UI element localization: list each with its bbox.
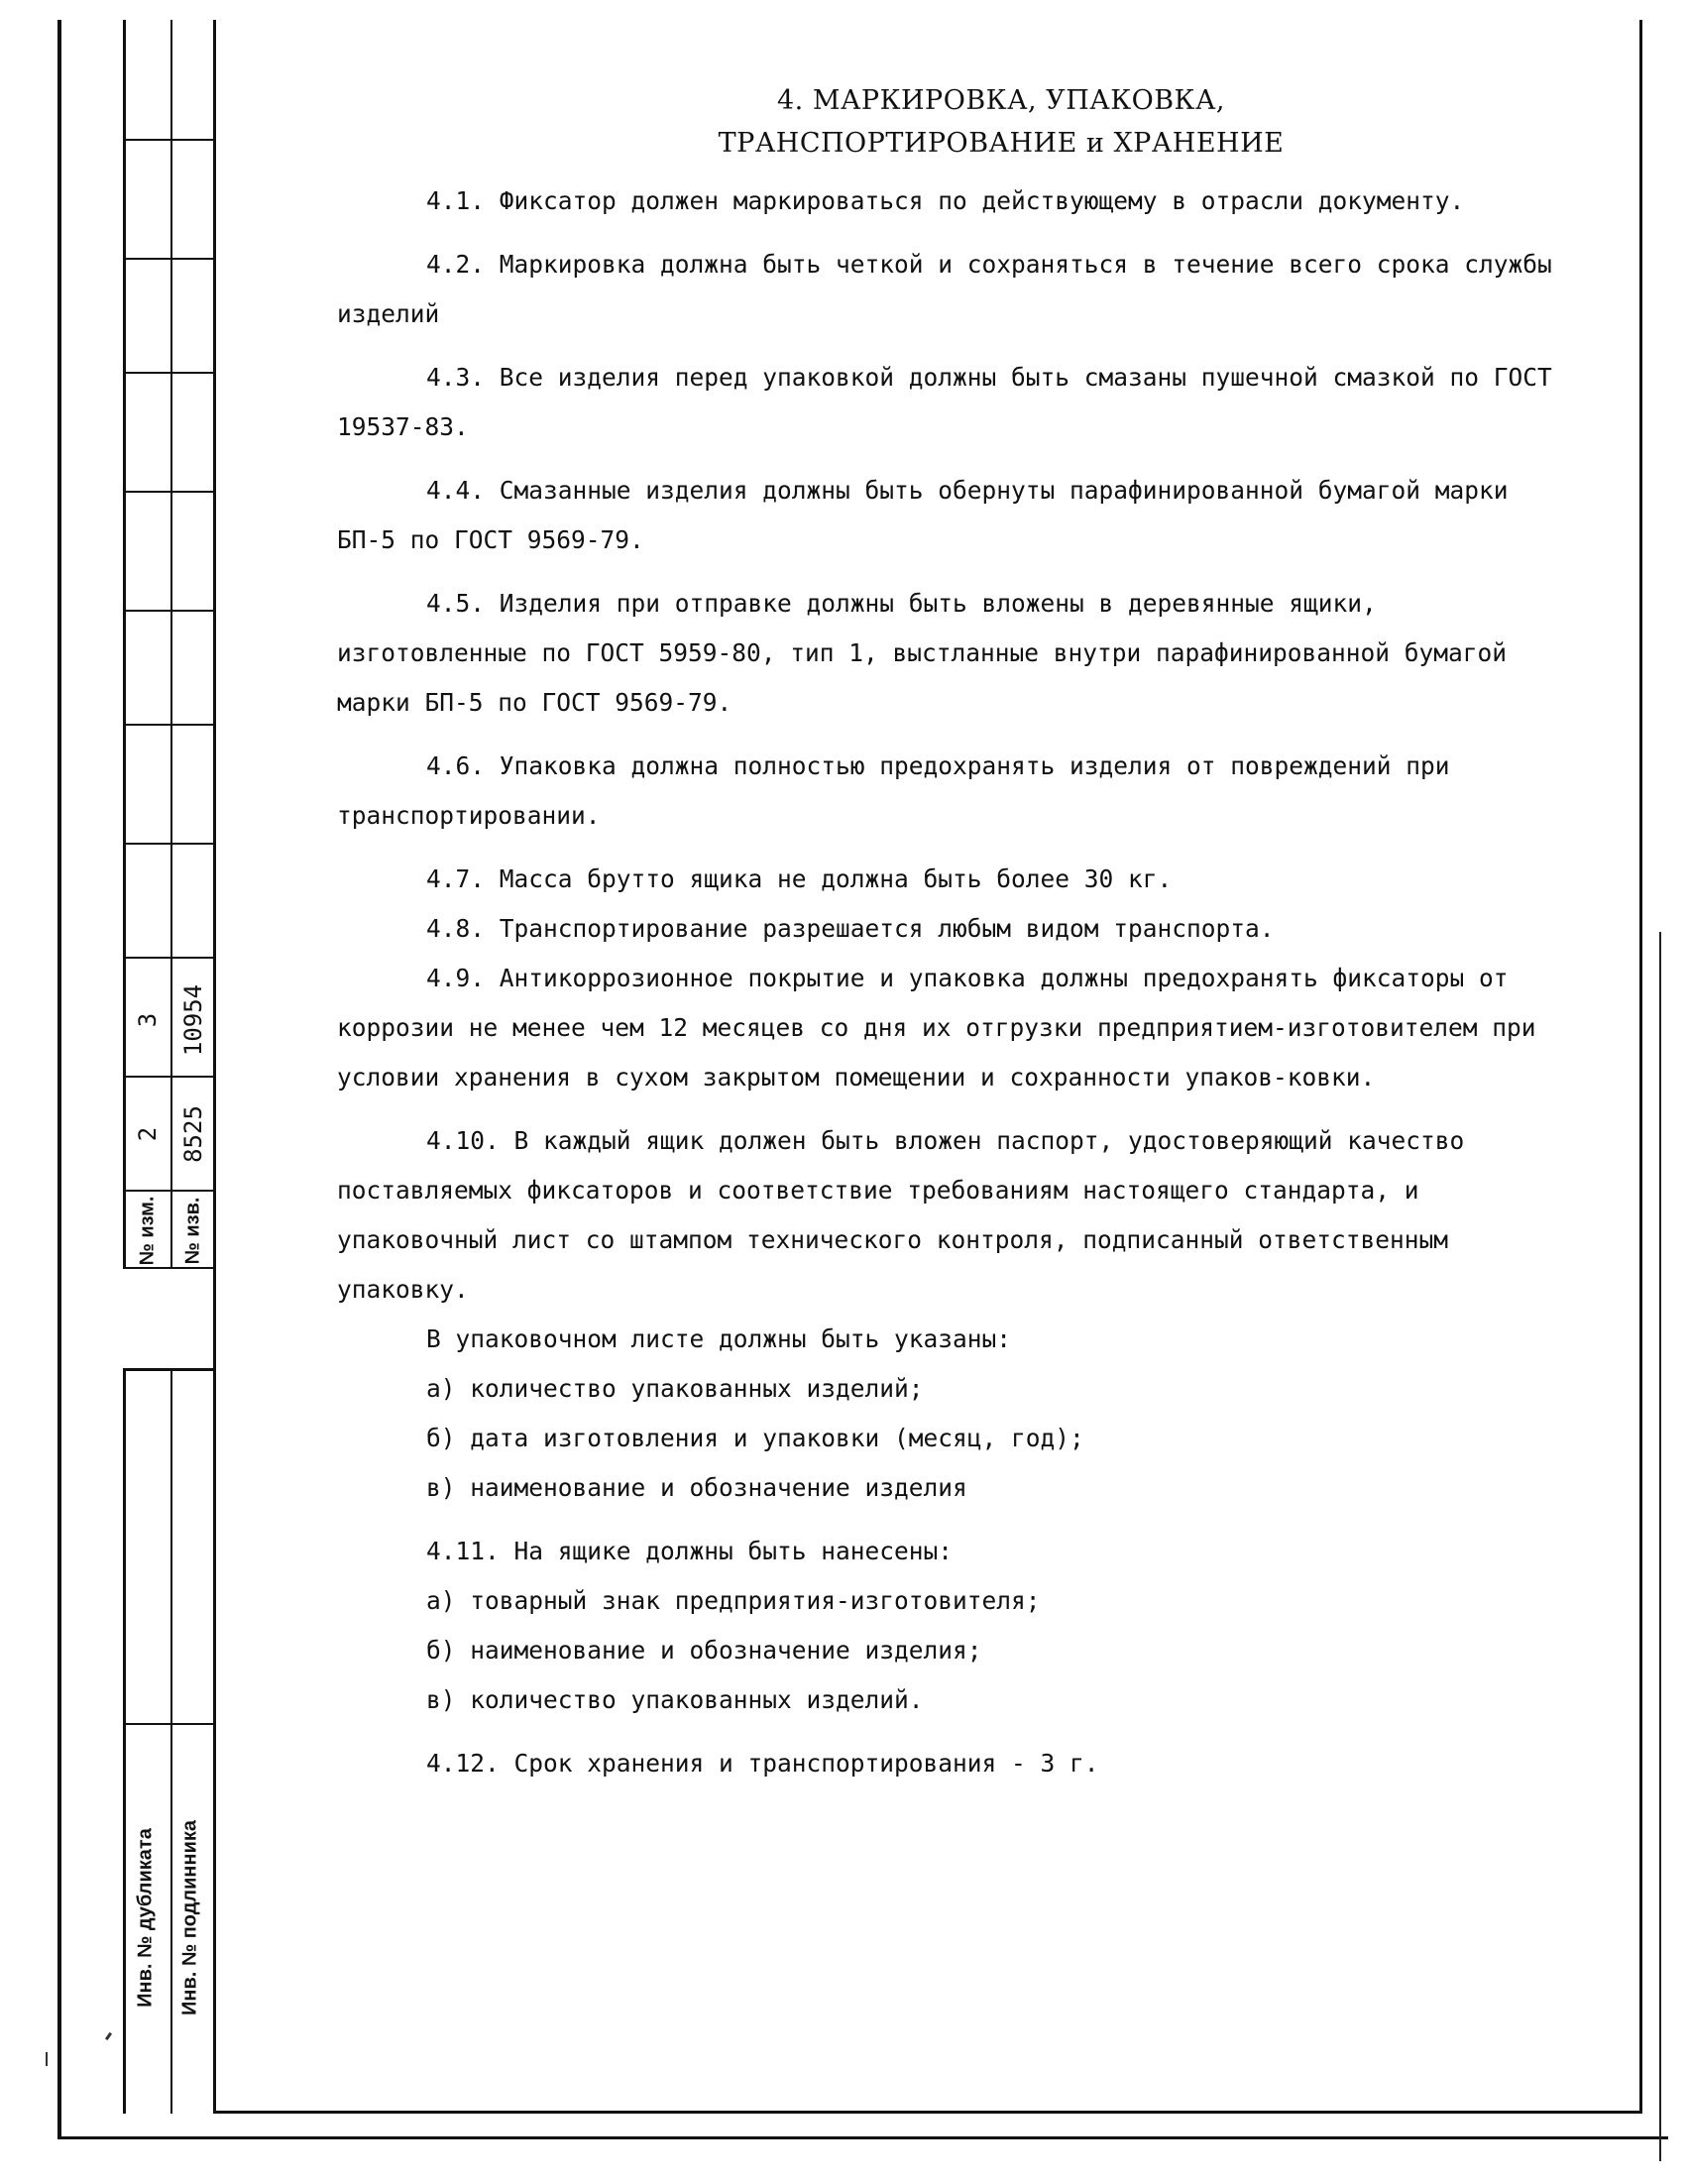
clause-4-5: 4.5. Изделия при отправке должны быть вложены в деревянные ящики, изготовленные по ГОСТ 5959-80, тип 1, выстланные внутри парафинированной бумагой марки БП-5 по ГОСТ 9569-79.: [337, 589, 1508, 718]
list-item: а) товарный знак предприятия-изготовителя;: [426, 1586, 1041, 1616]
list-item: б) наименование и обозначение изделия;: [426, 1636, 982, 1666]
original-inventory-label: Инв. № подлинника: [178, 1819, 201, 2016]
clause-4-9: 4.9. Антикоррозионное покрытие и упаковка должны предохранять фиксаторы от коррозии не менее чем 12 месяцев со дня их отгрузки предприятием-изготовителем при условии хранения в сухом закрытом помещении и сохранности упаков-ковки.: [337, 964, 1536, 1092]
packing-list-intro: В упаковочном листе должны быть указаны:: [426, 1324, 1012, 1354]
document-body: [337, 79, 1566, 1788]
clause-4-12: 4.12. Срок хранения и транспортирования - 3 г.: [426, 1749, 1099, 1779]
list-item: а) количество упакованных изделий;: [426, 1374, 924, 1404]
clause-4-3: 4.3. Все изделия перед упаковкой должны быть смазаны пушечной смазкой по ГОСТ 19537-83.: [337, 363, 1552, 442]
notice-number-8525: 8525: [179, 1105, 207, 1163]
clause-4-4: 4.4. Смазанные изделия должны быть обернуты парафинированной бумагой марки БП-5 по ГОСТ 9569-79.: [337, 476, 1509, 555]
frame-bottom-border: [57, 2136, 1668, 2139]
frame-left-border: [57, 20, 61, 2136]
list-item: в) наименование и обозначение изделия: [426, 1473, 967, 1503]
clause-4-8: 4.8. Транспортирование разрешается любым видом транспорта.: [426, 914, 1275, 944]
clause-4-6: 4.6. Упаковка должна полностью предохранять изделия от повреждений при транспортировании.: [337, 751, 1450, 831]
clause-4-11: 4.11. На ящике должны быть нанесены:: [426, 1537, 954, 1566]
section-heading-line-1: 4. МАРКИРОВКА, УПАКОВКА,: [776, 85, 1225, 116]
notice-number-10954: 10954: [179, 983, 207, 1057]
list-item: в) количество упакованных изделий.: [426, 1685, 924, 1715]
notice-no-label: № изв.: [181, 1197, 204, 1265]
change-number-2: 2: [134, 1126, 162, 1142]
change-no-label: № изм.: [136, 1196, 159, 1266]
scan-mark: [46, 2052, 48, 2066]
change-number-3: 3: [134, 1012, 162, 1028]
section-heading-line-2: ТРАНСПОРТИРОВАНИЕ и ХРАНЕНИЕ: [718, 128, 1285, 160]
clause-4-10: 4.10. В каждый ящик должен быть вложен паспорт, удостоверяющий качество поставляемых фиксаторов и соответствие требованиям настоящего стандарта, и упаковочный лист со штампом технического контроля, подписанный ответственным упаковку.: [337, 1126, 1465, 1305]
clause-4-7: 4.7. Масса брутто ящика не должна быть более 30 кг.: [426, 864, 1173, 894]
clause-4-1: 4.1. Фиксатор должен маркироваться по действующему в отрасли документу.: [426, 186, 1465, 216]
inventory-stamp: [123, 1368, 213, 2114]
duplicate-inventory-label: Инв. № дубликата: [134, 1828, 157, 2008]
list-item: б) дата изготовления и упаковки (месяц, год);: [426, 1424, 1084, 1453]
clause-4-2: 4.2. Маркировка должна быть четкой и сохраняться в течение всего срока службы изделий: [337, 250, 1552, 329]
section-heading: [436, 79, 1566, 165]
frame-right-edge: [1659, 932, 1661, 2161]
change-registry-stamp: [123, 20, 213, 1269]
scan-mark: [105, 2032, 112, 2040]
